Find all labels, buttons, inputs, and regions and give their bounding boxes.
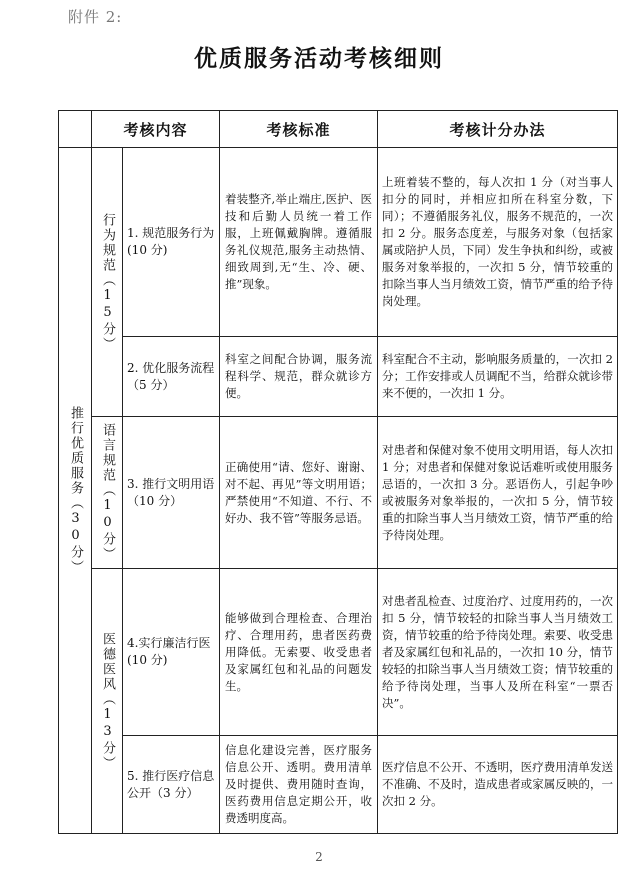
group-label: 行为规范（15分） [100, 212, 115, 352]
page-number: 2 [315, 850, 323, 864]
group-cell [92, 569, 123, 834]
table-header-row [59, 111, 618, 148]
standard-cell: 信息化建设完善，医疗服务信息公开、透明。费用清单及时提供、费用随时查询，医药费用信息定期公开，收费透明度高。 [220, 736, 378, 834]
header-scoring: 考核计分办法 [378, 111, 618, 148]
item-cell: 3. 推行文明用语（10 分） [123, 417, 220, 569]
standard-cell: 着装整齐,举止端庄,医护、医技和后勤人员统一着工作服，上班佩戴胸牌。遵循服务礼仪规范,服务主动热情、细致周到,无“生、冷、硬、推”现象。 [220, 148, 378, 337]
header-content: 考核内容 [92, 111, 220, 148]
scoring-cell: 对患者乱检查、过度治疗、过度用药的，一次扣 5 分，情节较轻的扣除当事人当月绩效工资，情节较重的给予待岗处理。索要、收受患者及家属红包和礼品的，一次扣 10 分，情节较轻的扣除当事人当月绩效工资；情节较重的给予待岗处理，当事人及所在科室“一票否决”。 [378, 569, 618, 736]
table-row [59, 736, 618, 834]
standard-cell: 能够做到合理检查、合理治疗、合理用药，患者医药费用降低。无索要、收受患者及家属红包和礼品的问题发生。 [220, 569, 378, 736]
scoring-cell: 医疗信息不公开、不透明，医疗费用清单发送不准确、不及时，造成患者或家属反映的，一次扣 2 分。 [378, 736, 618, 834]
header-blank [59, 111, 92, 148]
table-row [59, 569, 618, 736]
item-cell: 1. 规范服务行为(10 分) [123, 148, 220, 337]
item-cell: 4.实行廉洁行医(10 分) [123, 569, 220, 736]
page-title: 优质服务活动考核细则 [194, 46, 444, 72]
annex-label: 附件 2: [68, 8, 123, 26]
group-cell [92, 417, 123, 569]
table-row [59, 148, 618, 337]
table-row [59, 337, 618, 417]
scoring-cell: 对患者和保健对象不使用文明用语，每人次扣 1 分；对患者和保健对象说话难听或使用服务忌语的，一次扣 3 分。恶语伤人，引起争吵或被服务对象举报的，一次扣 5 分，情节较重的扣除当事人当月绩效工资，情节严重的给予待岗处理。 [378, 417, 618, 569]
scoring-cell: 科室配合不主动，影响服务质量的，一次扣 2 分；工作安排或人员调配不当，给群众就诊带来不便的，一次扣 1 分。 [378, 337, 618, 417]
assessment-table [58, 110, 618, 834]
scoring-cell: 上班着装不整的，每人次扣 1 分（对当事人扣分的同时，并相应扣所在科室分数，下同）；不遵循服务礼仪，服务不规范的，一次扣 2 分。服务态度差，与服务对象（包括家属或陪护人员，下同）发生争执和纠纷，或被服务对象举报的，一次扣 5 分，情节较重的扣除当事人当月绩效工资，情节严重的给予待岗处理。 [378, 148, 618, 337]
item-cell: 5. 推行医疗信息公开（3 分） [123, 736, 220, 834]
group-cell [92, 148, 123, 417]
header-standard: 考核标准 [220, 111, 378, 148]
standard-cell: 科室之间配合协调，服务流程科学、规范，群众就诊方便。 [220, 337, 378, 417]
standard-cell: 正确使用“请、您好、谢谢、对不起、再见”等文明用语；严禁使用“不知道、不行、不好办、我不管”等服务忌语。 [220, 417, 378, 569]
table-row [59, 417, 618, 569]
group-label: 语言规范（10分） [100, 423, 115, 562]
group-label: 医德医风（13分） [100, 631, 115, 771]
item-cell: 2. 优化服务流程（5 分） [123, 337, 220, 417]
main-category-label: 推行优质服务（30分） [68, 406, 83, 575]
main-category-cell [59, 148, 92, 834]
